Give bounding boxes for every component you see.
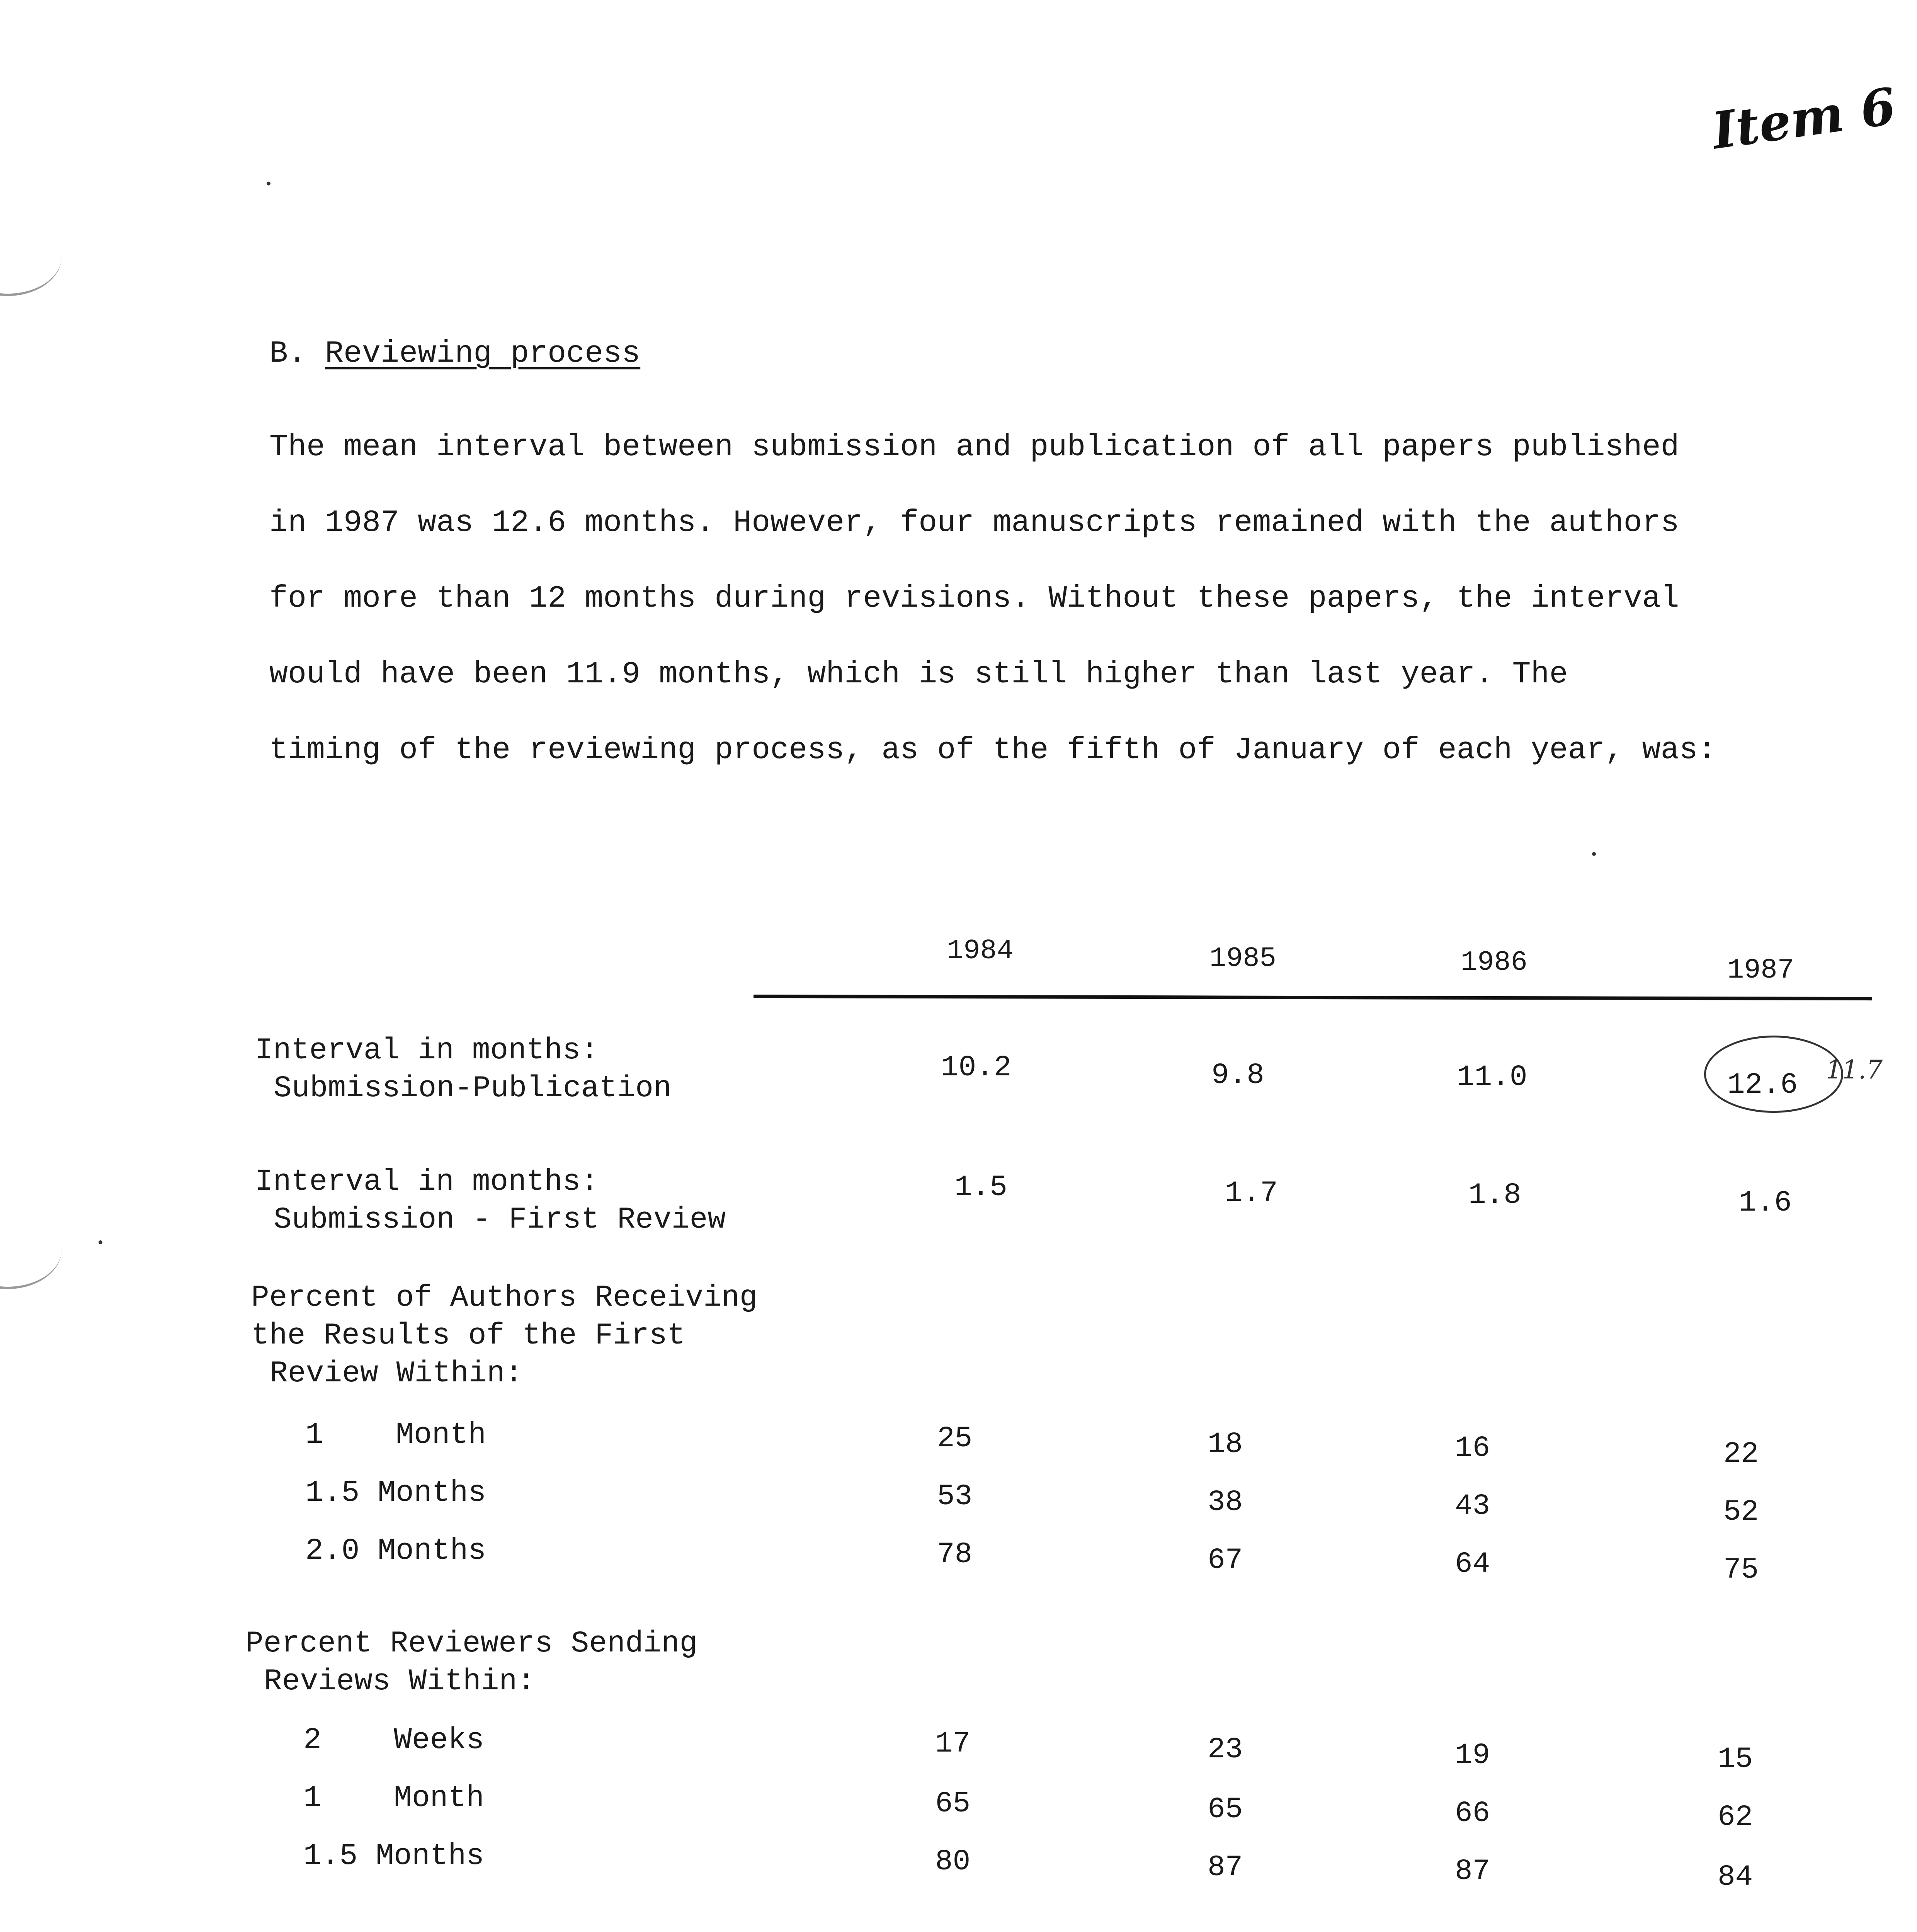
row-label: 1 Month [303,1781,485,1815]
paragraph-line: in 1987 was 12.6 months. However, four manuscripts remained with the authors [269,505,1679,541]
cell-value: 62 [1718,1801,1753,1834]
group-label-reviewers-sending: Percent Reviewers Sending Reviews Within: [245,1627,698,1699]
cell-value: 67 [1208,1544,1243,1577]
cell-value: 53 [937,1480,973,1513]
section-heading [269,336,640,371]
cell-value: 87 [1455,1855,1490,1888]
section-title: Reviewing process [325,336,641,371]
cell-value: 52 [1723,1495,1759,1529]
cell-value: 1.8 [1468,1179,1521,1212]
cell-value: 15 [1718,1743,1753,1776]
cell-value: 1.6 [1739,1186,1792,1219]
year-header-1985: 1985 [1209,943,1276,975]
body-paragraph [269,410,1716,788]
cell-value: 80 [935,1845,971,1878]
row-label-submission-publication: Interval in months: Submission-Publication [255,1034,672,1105]
cell-value: 18 [1208,1428,1243,1461]
cell-value: 65 [1208,1793,1243,1826]
header-rule [754,995,1872,1000]
year-header-1986: 1986 [1461,947,1527,978]
cell-value-circled: 12.6 [1727,1068,1798,1102]
cell-value: 38 [1208,1486,1243,1519]
cell-value: 84 [1718,1861,1753,1894]
scan-speck [267,182,270,185]
cell-value: 11.0 [1457,1061,1527,1094]
handwritten-circle [1704,1036,1843,1113]
cell-value: 25 [937,1422,973,1455]
row-label: 1.5 Months [303,1839,485,1873]
paragraph-line: would have been 11.9 months, which is still higher than last year. The [269,657,1568,692]
row-label-submission-first-review: Interval in months: Submission - First Review [255,1165,726,1237]
paragraph-line: timing of the reviewing process, as of the fifth of January of each year, was: [269,733,1716,768]
cell-value: 1.7 [1225,1177,1278,1210]
cell-value: 87 [1208,1851,1243,1884]
year-header-1987: 1987 [1727,954,1794,986]
row-label: 2.0 Months [305,1534,486,1568]
cell-value: 16 [1455,1432,1490,1465]
cell-value: 1.5 [954,1171,1007,1204]
paragraph-line: The mean interval between submission and publication of all papers published [269,430,1679,465]
scan-speck [1592,852,1596,856]
cell-value: 65 [935,1787,971,1820]
row-label: 1 Month [305,1418,486,1452]
cell-value: 66 [1455,1797,1490,1830]
punch-hole-middle [0,1209,62,1289]
group-label-authors-receiving: Percent of Authors Receiving the Results of the First Review Within: [251,1281,758,1391]
section-letter: B. [269,336,307,371]
cell-value: 75 [1723,1553,1759,1587]
cell-value: 10.2 [941,1051,1012,1084]
cell-value: 19 [1455,1739,1490,1772]
scan-speck [99,1240,102,1244]
row-label: 2 Weeks [303,1723,485,1757]
cell-value: 17 [935,1727,971,1760]
handwritten-note: 11.7 [1826,1055,1883,1085]
cell-value: 23 [1208,1733,1243,1766]
handwritten-item-mark: Item 6 [1708,76,1900,161]
cell-value: 9.8 [1211,1059,1264,1092]
year-header-1984: 1984 [947,935,1014,967]
cell-value: 22 [1723,1437,1759,1471]
cell-value: 64 [1455,1548,1490,1581]
paragraph-line: for more than 12 months during revisions. Without these papers, the interval [269,581,1679,616]
cell-value: 43 [1455,1490,1490,1523]
punch-hole-top [0,216,62,296]
row-label: 1.5 Months [305,1476,486,1510]
cell-value: 78 [937,1538,973,1571]
